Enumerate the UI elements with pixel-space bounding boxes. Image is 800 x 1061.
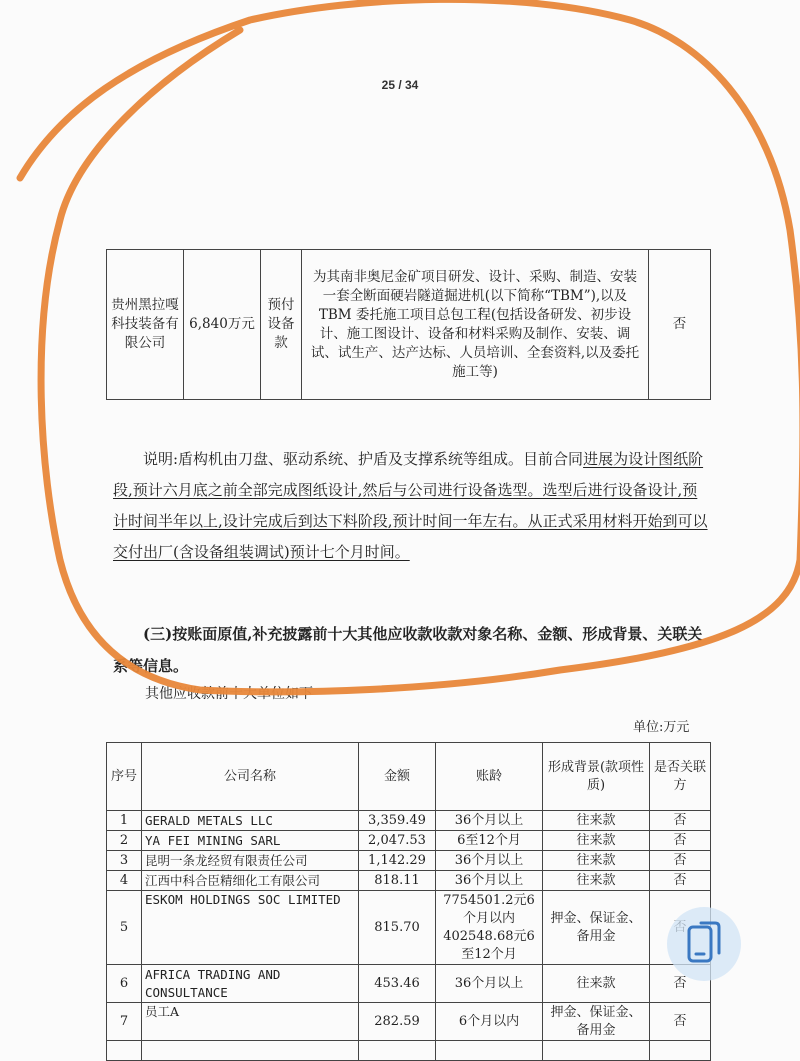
row-related: 否 [650,831,711,851]
row-age: 36个月以上 [436,811,543,831]
header-no: 序号 [107,743,142,811]
related-cell: 否 [649,250,711,400]
row-nature: 押金、保证金、备用金 [543,1003,650,1041]
row-nature: 往来款 [543,871,650,891]
row-age: 36个月以上 [436,871,543,891]
row-company [142,1041,359,1061]
row-nature: 押金、保证金、备用金 [543,891,650,965]
table-row [107,250,711,400]
row-age: 6至12个月 [436,831,543,851]
copy-button[interactable] [667,907,741,981]
row-company: YA FEI MINING SARL [142,831,359,851]
content-cell: 为其南非奥尼金矿项目研发、设计、采购、制造、安装一套全断面硬岩隧道掘进机(以下简称“TBM”),以及 TBM 委托施工项目总包工程(包括设备研发、初步设计、施工图设计、设备和材料采购及制作、安装、调试、试生产、达产达标、人员培训、全套资料,以及委托施工等) [302,250,649,400]
table-row [107,831,711,851]
header-company: 公司名称 [142,743,359,811]
company-cell: 贵州黑拉嘎科技装备有限公司 [107,250,184,400]
table-row [107,851,711,871]
row-company: ESKOM HOLDINGS SOC LIMITED [142,891,359,965]
row-amount: 818.11 [359,871,436,891]
row-amount: 2,047.53 [359,831,436,851]
table-row [107,891,711,965]
row-age: 36个月以上 [436,965,543,1003]
table-row [107,811,711,831]
row-age: 7754501.2元6个月以内402548.68元6至12个月 [436,891,543,965]
nature-cell: 预付设备款 [261,250,302,400]
row-company: AFRICA TRADING AND CONSULTANCE [142,965,359,1003]
table-row [107,1003,711,1041]
row-nature: 往来款 [543,851,650,871]
intro-text: 其他应收款前十大单位如下 [145,686,313,702]
row-company: 昆明一条龙经贸有限责任公司 [142,851,359,871]
row-nature: 往来款 [543,965,650,1003]
header-age: 账龄 [436,743,543,811]
row-related: 否 [650,1003,711,1041]
row-company: 员工A [142,1003,359,1041]
row-no: 7 [107,1003,142,1041]
page-number: 25 / 34 [381,78,419,92]
row-no: 5 [107,891,142,965]
row-no [107,1041,142,1061]
header-amount: 金额 [359,743,436,811]
header-related: 是否关联方 [650,743,711,811]
row-amount [359,1041,436,1061]
note-underlined-text: 进展为设计图纸阶段,预计六月底之前全部完成图纸设计,然后与公司进行设备选型。选型后进行设备设计,预计时间半年以上,设计完成后到达下料阶段,预计时间一年左右。从正式采用材料开始到可以交付出厂(含设备组装调试)预计七个月时间。 [113,450,708,561]
unit-label: 单位:万元 [633,720,690,735]
row-nature: 往来款 [543,811,650,831]
row-related: 否 [650,851,711,871]
row-no: 4 [107,871,142,891]
row-age [436,1041,543,1061]
header-nature: 形成背景(款项性质) [543,743,650,811]
row-amount: 282.59 [359,1003,436,1041]
row-company: GERALD METALS LLC [142,811,359,831]
table-row-partial [107,1041,711,1061]
note-text: 说明:盾构机由刀盘、驱动系统、护盾及支撑系统等组成。目前合同 [143,450,584,468]
row-related [650,1041,711,1061]
row-age: 36个月以上 [436,851,543,871]
amount-cell: 6,840万元 [184,250,261,400]
row-amount: 815.70 [359,891,436,965]
row-no: 1 [107,811,142,831]
row-amount: 453.46 [359,965,436,1003]
header-row [107,743,711,811]
row-amount: 3,359.49 [359,811,436,831]
row-no: 6 [107,965,142,1003]
note-paragraph [113,444,708,568]
table-row [107,965,711,1003]
prepayment-table [106,249,711,400]
copy-phone-icon [667,907,741,981]
row-nature: 往来款 [543,831,650,851]
row-company: 江西中科合臣精细化工有限公司 [142,871,359,891]
row-related: 否 [650,871,711,891]
section-heading: (三)按账面原值,补充披露前十大其他应收款收款对象名称、金额、形成背景、关联关系等信息。 [113,625,703,675]
row-nature [543,1041,650,1061]
row-no: 2 [107,831,142,851]
row-related: 否 [650,811,711,831]
row-amount: 1,142.29 [359,851,436,871]
receivables-table [106,742,711,1061]
row-no: 3 [107,851,142,871]
table-row [107,871,711,891]
row-related: 否 [650,965,711,1003]
row-age: 6个月以内 [436,1003,543,1041]
